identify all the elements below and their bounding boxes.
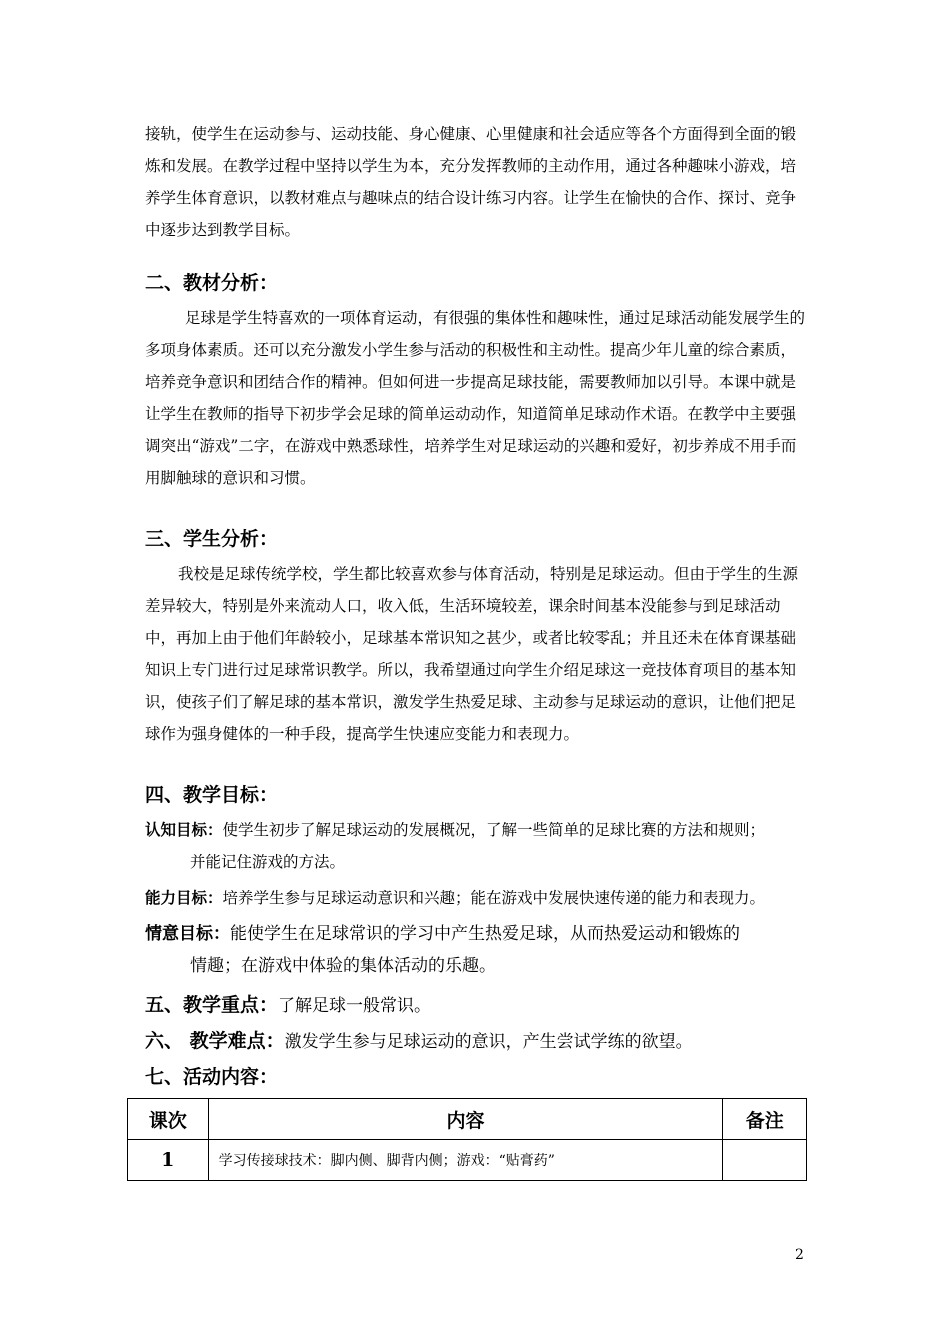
- lesson-number: 1: [128, 1140, 209, 1181]
- materials-paragraph: 足球是学生特喜欢的一项体育运动，有很强的集体性和趣味性，通过足球活动能发展学生的多项身体素质。还可以充分激发小学生参与活动的积极性和主动性。提高少年儿童的综合素质，培养竞争意识和团结合作的精神。但如何进一步提高足球技能，需要教师加以引导。本课中就是让学生在教师的指导下初步学会足球的简单运动动作，知道简单足球动作术语。在教学中主要强调突出“游戏”二字，在游戏中熟悉球性，培养学生对足球运动的兴趣和爱好，初步养成不用手而用脚触球的意识和习惯。: [145, 309, 806, 487]
- header-lesson: 课次: [128, 1099, 209, 1140]
- section-heading-students: 三、学生分析：: [145, 528, 279, 550]
- page-number: 2: [795, 1247, 804, 1263]
- goal-cognitive: [145, 814, 810, 878]
- goal-emotion-text: 能使学生在足球常识的学习中产生热爱足球，从而热爱运动和锻炼的: [230, 924, 740, 944]
- intro-paragraph: 接轨，使学生在运动参与、运动技能、身心健康、心里健康和社会适应等各个方面得到全面的锻炼和发展。在教学过程中坚持以学生为本，充分发挥教师的主动作用，通过各种趣味小游戏，培养学生体育意识，以教材难点与趣味点的结合设计练习内容。让学生在愉快的合作、探讨、竞争中逐步达到教学目标。: [145, 125, 797, 239]
- table-header-row: [128, 1099, 807, 1140]
- goal-emotion-continuation: 情趣；在游戏中体验的集体活动的乐趣。: [190, 956, 496, 976]
- goal-cognitive-label: 认知目标：: [145, 821, 223, 839]
- header-note: 备注: [723, 1099, 807, 1140]
- goal-cognitive-continuation: 并能记住游戏的方法。: [190, 853, 346, 871]
- goal-ability-label: 能力目标：: [145, 889, 223, 907]
- lesson-content: 学习传接球技术：脚内侧、脚背内侧；游戏：“贴膏药”: [208, 1140, 723, 1181]
- goal-cognitive-text: 使学生初步了解足球运动的发展概况，了解一些简单的足球比赛的方法和规则；: [222, 821, 766, 839]
- section-heading-activities: 七、活动内容：: [145, 1066, 279, 1088]
- goal-emotion-label: 情意目标：: [145, 924, 230, 944]
- lesson-note: [723, 1140, 807, 1181]
- section-heading-materials: 二、教材分析：: [145, 272, 279, 294]
- activity-table: [127, 1098, 807, 1181]
- section-heading-goals: 四、教学目标：: [145, 784, 279, 806]
- difficulty-point: [145, 1026, 825, 1057]
- students-paragraph: 我校是足球传统学校，学生都比较喜欢参与体育活动，特别是足球运动。但由于学生的生源差异较大，特别是外来流动人口，收入低，生活环境较差，课余时间基本没能参与到足球活动中，再加上由于他们年龄较小，足球基本常识知之甚少，或者比较零乱；并且还未在体育课基础知识上专门进行过足球常识教学。所以，我希望通过向学生介绍足球这一竞技体育项目的基本知识，使孩子们了解足球的基本常识，激发学生热爱足球、主动参与足球运动的意识，让他们把足球作为强身健体的一种手段，提高学生快速应变能力和表现力。: [145, 565, 799, 743]
- key-point-text: 了解足球一般常识。: [278, 996, 432, 1016]
- goal-ability: [145, 882, 825, 914]
- difficulty-label: 六、 教学难点：: [145, 1030, 285, 1052]
- difficulty-text: 激发学生参与足球运动的意识，产生尝试学练的欲望。: [284, 1032, 693, 1052]
- goal-emotion: [145, 918, 810, 982]
- key-point: [145, 990, 825, 1021]
- key-point-label: 五、教学重点：: [145, 994, 279, 1016]
- header-content: 内容: [208, 1099, 723, 1140]
- goal-ability-text: 培养学生参与足球运动意识和兴趣；能在游戏中发展快速传递的能力和表现力。: [222, 889, 766, 907]
- table-row: [128, 1140, 807, 1181]
